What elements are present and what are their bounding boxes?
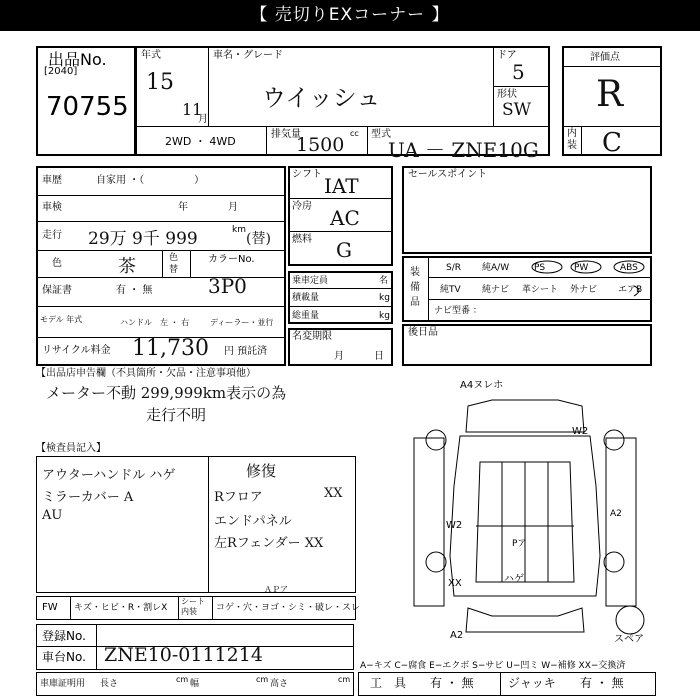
spare-label: スペア: [614, 634, 644, 645]
mileage-unit: km: [232, 225, 246, 235]
capacity-unit-0: 名: [379, 276, 389, 286]
displacement-value: 1500: [296, 134, 345, 156]
equipment-label: 装備品: [410, 267, 420, 308]
ac-value: AC: [330, 206, 360, 230]
seat-value: コゲ・穴・ヨゴ・シミ・破レ・スレ: [216, 603, 361, 613]
cert-width: 幅: [190, 679, 200, 689]
diagram-label-0: A4ヌレホ: [460, 380, 504, 391]
equip-row1-4: ABS: [620, 263, 638, 273]
drive-label: 2WD ・ 4WD: [165, 135, 236, 148]
diagram-label-6: Pア: [512, 539, 527, 549]
shift-label: シフト: [292, 169, 322, 180]
inspector-marks: XX: [324, 486, 343, 501]
handle-label: ハンドル 左 ・ 右: [120, 318, 190, 327]
capacity-unit-1: kg: [379, 293, 390, 303]
legend-text: A−キズ C−腐食 E−エクボ S−サビ U−凹ミ W−補修 XX−交換済: [360, 661, 626, 671]
tools-value: 有 ・ 無: [430, 676, 474, 690]
displacement-label: 排気量: [271, 129, 301, 140]
name-label: 車名・グレード: [213, 50, 283, 61]
shift-value: IAT: [324, 174, 359, 198]
fuel-label: 燃料: [292, 234, 312, 245]
cert-height: 高さ: [270, 679, 289, 689]
diagram-label-4: ハゲ: [504, 574, 524, 585]
diagram-label-1: W2: [572, 426, 589, 437]
inspection-units: 年 月: [178, 202, 238, 213]
fw-value: キズ・ヒビ・R・割レX: [74, 603, 168, 613]
mileage-label: 走行: [42, 230, 62, 241]
cert-label: 車庫証明用: [40, 679, 86, 689]
month-value: 11: [182, 100, 203, 119]
inspector-right-title: 修復: [246, 462, 277, 480]
year-value: 15: [146, 70, 174, 95]
inspector-left-1: ミラーカバー A: [42, 490, 134, 505]
recycle-label: リサイクル料金: [42, 345, 111, 356]
mileage-note: (替): [246, 231, 271, 247]
equip-row1-1: 純A/W: [482, 263, 510, 273]
cert-cm-3: cm: [338, 675, 351, 684]
dealer-label: ディーラー・並行: [210, 318, 274, 327]
grade-score: R: [596, 74, 624, 115]
shape-value: SW: [502, 100, 532, 120]
equipment-marks: [402, 256, 652, 322]
recycle-amount: 11,730: [132, 336, 209, 361]
colorno-value: 3P0: [208, 274, 247, 298]
inspector-right-2: 左Rフェンダー XX: [214, 536, 324, 551]
mileage-value: 29万 9千 999: [88, 229, 198, 249]
cert-cm-1: cm: [176, 675, 189, 684]
equip-row2-0: 純TV: [440, 285, 461, 295]
jack-value: 有 ・ 無: [580, 676, 624, 690]
equip-row1-0: S/R: [446, 263, 461, 273]
seat-label: シート 内装: [181, 597, 205, 616]
door-label: ドア: [497, 50, 517, 61]
equip-row1-2: PS: [534, 263, 546, 273]
sales-point-label: セールスポイント: [408, 169, 488, 180]
declaration-label: 【出品店申告欄（不具箇所・欠品・注意事項他）: [36, 368, 256, 379]
fw-label: FW: [42, 602, 58, 613]
door-value: 5: [512, 60, 525, 84]
fuel-value: G: [336, 238, 352, 262]
notes-box: [402, 324, 652, 366]
reg-label: 登録No.: [42, 629, 86, 643]
inspector-right-0: Rフロア: [214, 490, 263, 505]
declaration-line1: メーター不動 299,999km表示の為: [46, 384, 287, 402]
equip-row2-4: エアB: [618, 285, 643, 295]
color-sub2: 替: [169, 265, 179, 275]
color-value: 茶: [118, 256, 136, 277]
warranty-label: 保証書: [42, 285, 72, 296]
diagram-label-5: A2: [450, 630, 464, 641]
capacity-label-1: 積載量: [292, 293, 320, 303]
capacity-label-0: 乗車定員: [292, 276, 329, 286]
equip-row2-1: 純ナビ: [482, 285, 510, 295]
capacity-unit-2: kg: [379, 311, 390, 321]
name-change-label: 名変期限: [292, 331, 332, 342]
color-sub1: 色: [169, 253, 179, 263]
name-value: ウイッシュ: [262, 84, 381, 112]
warranty-value: 有 ・ 無: [116, 285, 153, 296]
diagram-label-7: A2: [610, 509, 622, 519]
jack-label: ジャッキ: [508, 676, 556, 690]
equip-row2-2: 革シート: [522, 285, 559, 295]
ac-label: 冷房: [292, 201, 312, 212]
notes-label: 後日品: [408, 327, 438, 338]
month-unit: 月: [198, 114, 208, 125]
model-label: 型式: [371, 129, 391, 140]
history-label: 車歴: [42, 175, 62, 186]
chassis-label: 車台No.: [42, 650, 86, 664]
tools-label: 工 具: [370, 676, 407, 690]
lot-label: 出品No.: [48, 50, 107, 69]
diagram-label-2: W2: [446, 520, 463, 531]
shape-label: 形状: [497, 89, 517, 100]
model-year-label: モデル 年式: [40, 315, 83, 324]
inspection-label: 車検: [42, 202, 62, 213]
equip-navi: ナビ型番 ：: [434, 306, 482, 316]
lot-sub: [2040]: [44, 66, 78, 77]
diagram-label-3: XX: [448, 578, 462, 589]
inspector-left-2: AU: [42, 508, 63, 523]
declaration-line2: 走行不明: [146, 406, 207, 424]
name-change-unit: 月 日: [334, 351, 384, 362]
colorno-label: カラーNo.: [208, 254, 255, 265]
capacity-label-2: 総重量: [292, 311, 320, 321]
model-value: UA － ZNE10G: [388, 138, 539, 162]
recycle-unit: 円 預託済: [224, 346, 268, 357]
lot-number: 70755: [46, 92, 129, 122]
car-diagram: [400, 376, 650, 646]
displacement-unit: cc: [350, 129, 359, 138]
equip-row2-3: 外ナビ: [570, 285, 598, 295]
history-value: 自家用 ・（ ）: [96, 175, 205, 186]
page-banner: 【 売切りEXコーナー 】: [0, 0, 700, 31]
equip-row1-3: PW: [574, 263, 589, 273]
interior-value: C: [602, 128, 622, 158]
interior-label: 内装: [567, 128, 577, 151]
color-label: 色: [52, 258, 62, 269]
cert-cm-2: cm: [256, 675, 269, 684]
chassis-value: ZNE10-0111214: [104, 644, 263, 666]
inspector-right-1: エンドパネル: [214, 514, 292, 529]
year-label: 年式: [141, 50, 161, 61]
grade-label: 評価点: [590, 52, 620, 63]
inspector-label: 【検査員記入】: [36, 443, 106, 454]
cert-length: 長さ: [100, 679, 119, 689]
inspector-left-0: アウターハンドル ハゲ: [42, 468, 176, 483]
condition-note: ＡＰア: [264, 585, 288, 594]
